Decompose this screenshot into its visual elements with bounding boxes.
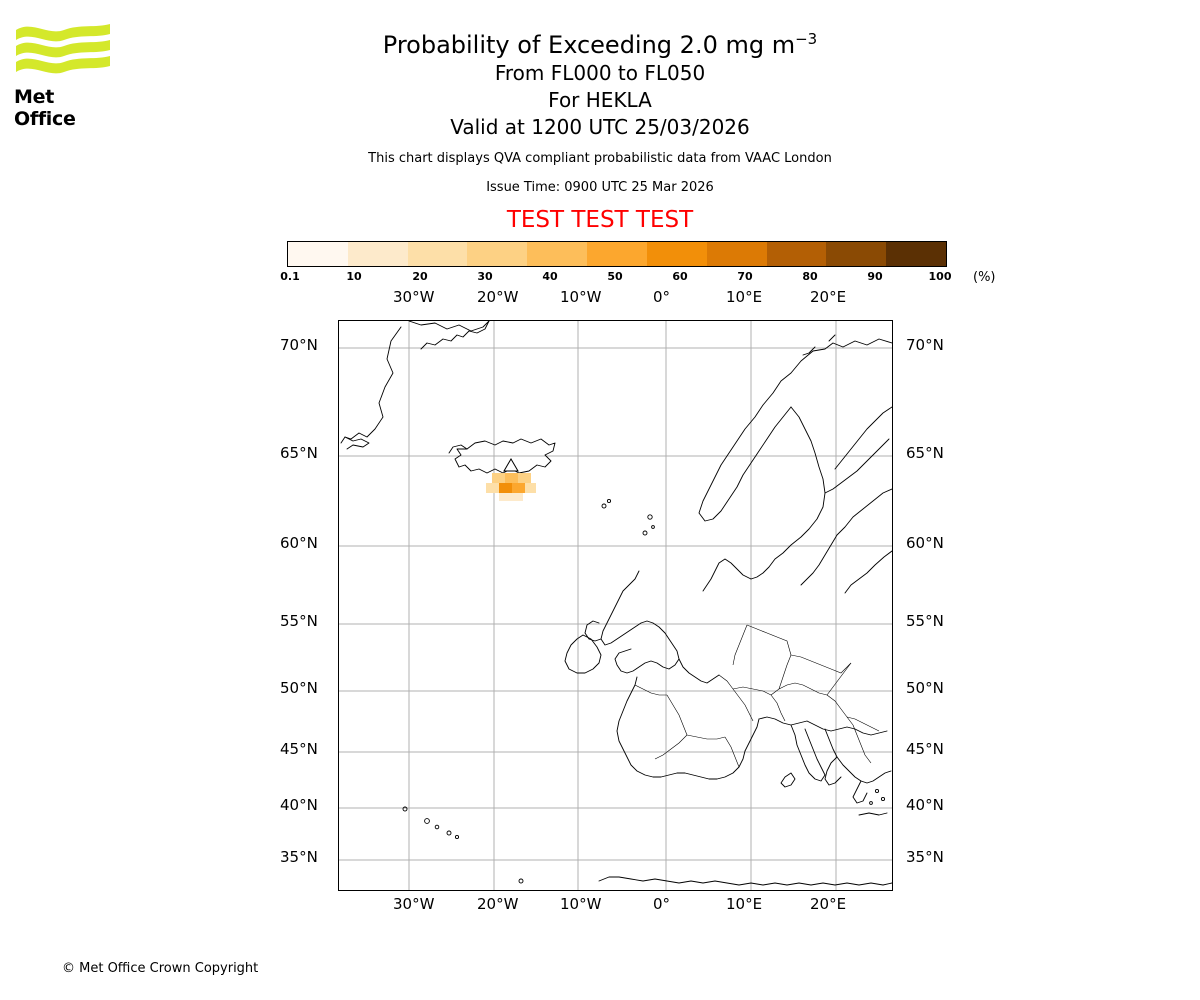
lon-label-bottom: 0° <box>653 895 671 913</box>
page-title <box>0 24 1200 60</box>
lon-label-bottom: 10°E <box>726 895 763 913</box>
lat-label-left: 65°N <box>280 444 318 462</box>
colorbar-swatches <box>287 241 947 267</box>
colorbar-swatch <box>467 242 527 266</box>
main-title-text: Probability of Exceeding 2.0 mg m <box>382 31 796 59</box>
lat-label-left: 35°N <box>280 848 318 866</box>
lat-label-right: 50°N <box>906 679 944 697</box>
lat-label-left: 55°N <box>280 612 318 630</box>
lat-label-right: 70°N <box>906 336 944 354</box>
lat-label-right: 40°N <box>906 796 944 814</box>
lon-label-top: 30°W <box>393 288 435 306</box>
lat-label-right: 60°N <box>906 534 944 552</box>
lon-label-top: 0° <box>653 288 671 306</box>
volcano-marker <box>504 459 518 471</box>
colorbar-unit: (%) <box>973 270 996 285</box>
lon-label-top: 20°E <box>810 288 847 306</box>
colorbar-swatch <box>886 242 946 266</box>
colorbar-swatch <box>707 242 767 266</box>
lat-label-right: 65°N <box>906 444 944 462</box>
lat-label-right: 35°N <box>906 848 944 866</box>
lat-label-left: 60°N <box>280 534 318 552</box>
colorbar-tick: 60 <box>672 270 688 283</box>
lat-label-right: 45°N <box>906 740 944 758</box>
qva-note: This chart displays QVA compliant probabilistic data from VAAC London <box>368 151 832 166</box>
main-title-exponent: −3 <box>795 30 818 48</box>
colorbar-tick: 0.1 <box>280 270 300 283</box>
map-svg <box>339 321 892 890</box>
lon-label-bottom: 20°W <box>477 895 519 913</box>
lat-label-left: 70°N <box>280 336 318 354</box>
copyright-notice: © Met Office Crown Copyright <box>62 961 259 976</box>
colorbar-swatch <box>288 242 348 266</box>
map-plot-area[interactable] <box>338 320 893 891</box>
colorbar-swatch <box>527 242 587 266</box>
colorbar-swatch <box>767 242 827 266</box>
flight-level-subtitle: From FL000 to FL050 <box>494 61 706 85</box>
lon-label-top: 10°W <box>560 288 602 306</box>
lat-label-left: 45°N <box>280 740 318 758</box>
colorbar-swatch <box>348 242 408 266</box>
colorbar-tick: 100 <box>928 270 952 283</box>
lon-label-bottom: 20°E <box>810 895 847 913</box>
colorbar-tick: 70 <box>737 270 753 283</box>
coastlines <box>341 321 892 885</box>
colorbar-tick: 50 <box>607 270 623 283</box>
issue-time: Issue Time: 0900 UTC 25 Mar 2026 <box>486 180 714 195</box>
valid-time-subtitle: Valid at 1200 UTC 25/03/2026 <box>450 115 750 139</box>
colorbar-swatch <box>587 242 647 266</box>
chart-title-block <box>0 0 1200 233</box>
colorbar-tick: 90 <box>867 270 883 283</box>
lon-label-top: 10°E <box>726 288 763 306</box>
probability-colorbar <box>280 241 952 283</box>
logo-wordmark: Met Office <box>14 86 76 130</box>
lon-label-bottom: 30°W <box>393 895 435 913</box>
colorbar-swatch <box>826 242 886 266</box>
colorbar-tick: 40 <box>542 270 558 283</box>
lon-label-bottom: 10°W <box>560 895 602 913</box>
colorbar-swatch <box>408 242 468 266</box>
volcano-subtitle: For HEKLA <box>548 88 652 112</box>
colorbar-tick: 20 <box>412 270 428 283</box>
lat-label-left: 50°N <box>280 679 318 697</box>
colorbar-swatch <box>647 242 707 266</box>
test-banner: TEST TEST TEST <box>506 207 694 233</box>
colorbar-tick: 10 <box>346 270 362 283</box>
lon-label-top: 20°W <box>477 288 519 306</box>
country-borders <box>635 625 879 767</box>
colorbar-tick: 30 <box>477 270 493 283</box>
lat-label-left: 40°N <box>280 796 318 814</box>
lat-label-right: 55°N <box>906 612 944 630</box>
colorbar-tick: 80 <box>802 270 818 283</box>
